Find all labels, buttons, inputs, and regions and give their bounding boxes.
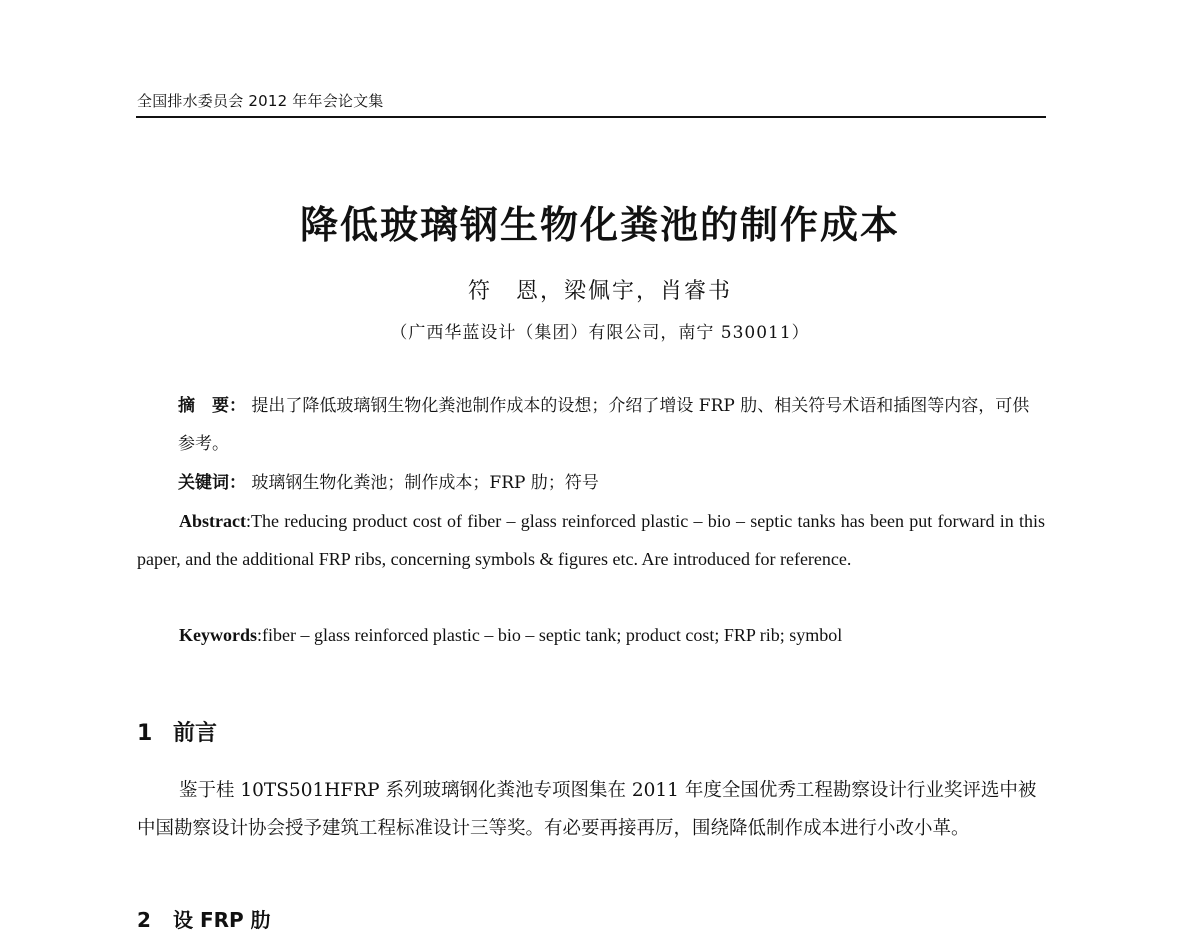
header-rule bbox=[136, 116, 1046, 118]
keywords-en bbox=[137, 616, 1045, 654]
section-1-number: 1 bbox=[137, 721, 153, 746]
keywords-cn-text: 玻璃钢生物化粪池；制作成本；FRP 肋；符号 bbox=[251, 473, 599, 493]
paper-title: 降低玻璃钢生物化粪池的制作成本 bbox=[299, 203, 900, 247]
abstract-en bbox=[137, 502, 1045, 578]
running-header: 全国排水委员会 2012 年年会论文集 bbox=[137, 92, 384, 110]
abstract-cn bbox=[178, 387, 1046, 463]
section-1-title: 前言 bbox=[173, 721, 218, 746]
section-2-number: 2 bbox=[137, 908, 151, 932]
keywords-cn-label: 关键词： bbox=[178, 473, 246, 493]
section-1-heading bbox=[137, 716, 217, 747]
keywords-cn bbox=[178, 464, 1046, 502]
authors: 符 恩，梁佩宇，肖睿书 bbox=[467, 279, 732, 304]
keywords-en-text: :fiber – glass reinforced plastic – bio – septic tank; product cost; FRP rib; symbol bbox=[257, 625, 843, 645]
abstract-en-text: :The reducing product cost of fiber – glass reinforced plastic – bio – septic tanks has been put forward in this paper, and the additional FRP ribs, concerning symbols & figures etc. Are introduced for reference. bbox=[137, 511, 1045, 569]
abstract-en-label: Abstract bbox=[179, 511, 246, 531]
section-2-heading bbox=[137, 904, 271, 933]
abstract-cn-label: 摘 要： bbox=[178, 396, 246, 416]
keywords-en-label: Keywords bbox=[179, 625, 257, 645]
section-1-body: 鉴于桂 10TS501HFRP 系列玻璃钢化粪池专项图集在 2011 年度全国优秀工程勘察设计行业奖评选中被中国勘察设计协会授予建筑工程标准设计三等奖。有必要再接再厉，围绕降低制作成本进行小改小革。 bbox=[137, 780, 1037, 839]
section-2-title: 设 FRP 肋 bbox=[173, 908, 271, 932]
affiliation: （广西华蓝设计（集团）有限公司，南宁 530011） bbox=[390, 323, 810, 343]
abstract-cn-text: 提出了降低玻璃钢生物化粪池制作成本的设想；介绍了增设 FRP 肋、相关符号术语和插图等内容，可供参考。 bbox=[178, 396, 1030, 454]
